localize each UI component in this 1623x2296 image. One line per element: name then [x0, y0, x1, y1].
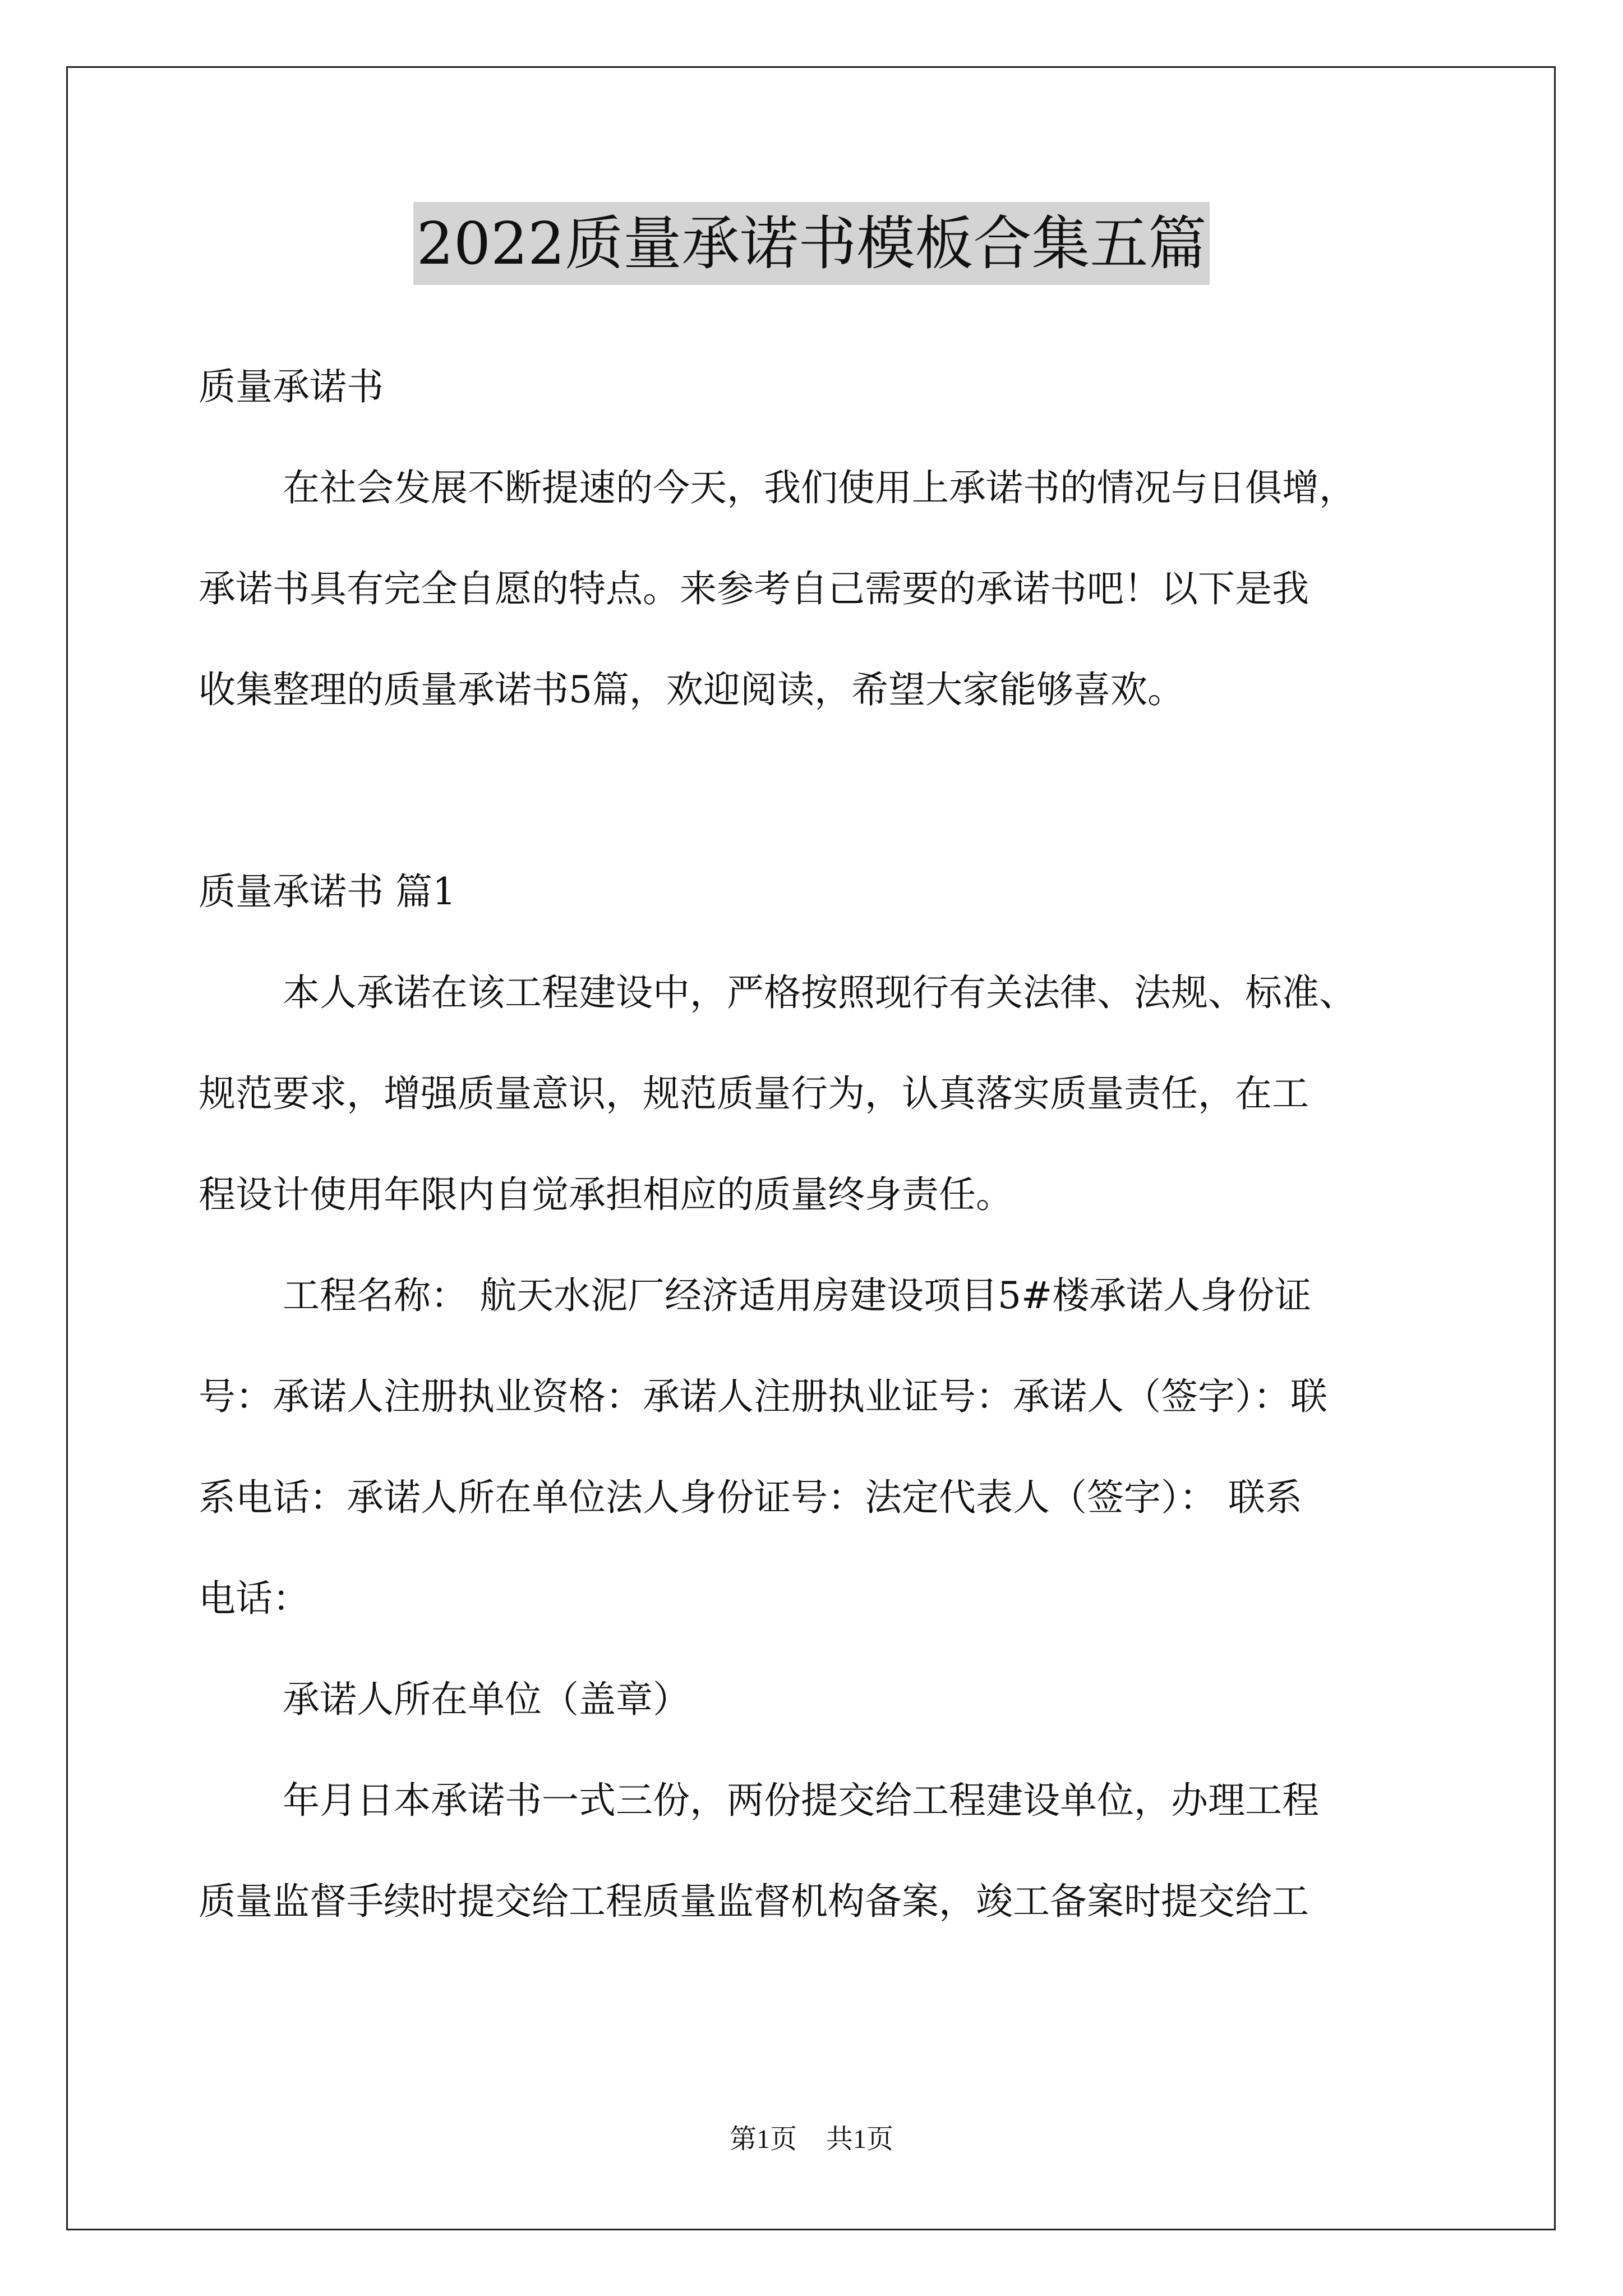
intro-line: 在社会发展不断提速的今天，我们使用上承诺书的情况与日俱增，	[283, 466, 1356, 509]
paragraph-line: 规范要求，增强质量意识，规范质量行为，认真落实质量责任，在工	[199, 1072, 1309, 1115]
section-heading: 质量承诺书	[199, 365, 384, 408]
paragraph-line: 年月日本承诺书一式三份，两份提交给工程建设单位，办理工程	[283, 1779, 1319, 1822]
paragraph-line: 承诺人所在单位（盖章）	[283, 1678, 690, 1721]
paragraph-line: 号：承诺人注册执业资格：承诺人注册执业证号：承诺人（签字）：联	[199, 1375, 1327, 1418]
paragraph-line: 程设计使用年限内自觉承担相应的质量终身责任。	[199, 1173, 1013, 1216]
title-container	[0, 202, 1623, 285]
document-body	[199, 337, 1432, 1952]
spacer	[199, 740, 1432, 841]
page-number-current: 第1页	[729, 2124, 797, 2154]
paragraph-line: 质量监督手续时提交给工程质量监督机构备案，竣工备案时提交给工	[199, 1880, 1309, 1923]
page-footer	[0, 2123, 1623, 2156]
paragraph-line: 系电话：承诺人所在单位法人身份证号：法定代表人（签字）： 联系	[199, 1476, 1302, 1519]
intro-line: 承诺书具有完全自愿的特点。来参考自己需要的承诺书吧！以下是我	[199, 567, 1309, 610]
paragraph-line: 工程名称： 航天水泥厂经济适用房建设项目5#楼承诺人身份证	[283, 1274, 1312, 1317]
article-heading: 质量承诺书 篇1	[199, 870, 456, 913]
page-number-total: 共1页	[826, 2124, 894, 2154]
intro-line: 收集整理的质量承诺书5篇，欢迎阅读，希望大家能够喜欢。	[199, 668, 1184, 711]
document-title: 2022质量承诺书模板合集五篇	[413, 202, 1210, 285]
paragraph-line: 本人承诺在该工程建设中，严格按照现行有关法律、法规、标准、	[283, 971, 1356, 1014]
paragraph-line: 电话：	[199, 1577, 310, 1620]
